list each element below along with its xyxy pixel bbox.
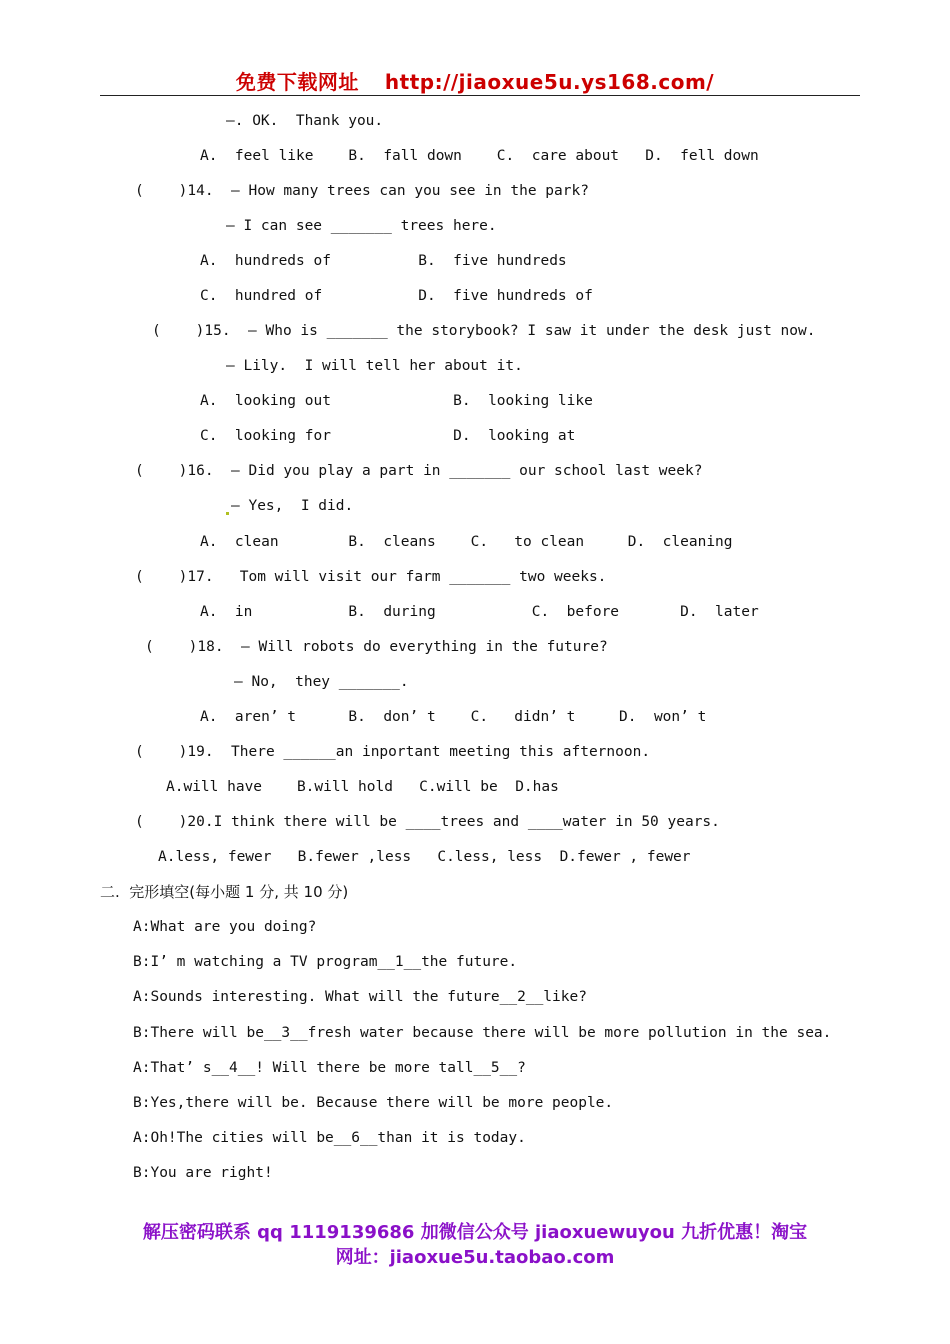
page-header (0, 66, 950, 95)
dialogue-line-4: B:There will be__3__fresh water because there will be more pollution in the sea. (133, 1025, 832, 1041)
header-label: 免费下载网址 (235, 70, 359, 94)
q13-answer-line: —. OK. Thank you. (226, 113, 384, 129)
q20-options: A.less, fewer B.fewer ,less C.less, less D.fewer , fewer (158, 849, 691, 865)
q16-answer-line: — Yes, I did. (226, 497, 353, 515)
q16-options: A. clean B. cleans C. to clean D. cleaning (200, 534, 733, 550)
q15-question: ( )15. — Who is _______ the storybook? I saw it under the desk just now. (152, 323, 816, 339)
q15-answer-line: — Lily. I will tell her about it. (226, 358, 523, 374)
q17-options: A. in B. during C. before D. later (200, 604, 759, 620)
q14-answer-line: — I can see _______ trees here. (226, 218, 497, 234)
margin-dot (226, 512, 229, 515)
footer-shop-url: 网址：jiaoxue5u.taobao.com (335, 1247, 615, 1268)
q16-question: ( )16. — Did you play a part in _______ our school last week? (135, 463, 703, 479)
q15-options-cd: C. looking for D. looking at (200, 428, 576, 444)
q17-question: ( )17. Tom will visit our farm _______ two weeks. (135, 569, 607, 585)
section-heading: 二. 完形填空(每小题 1 分, 共 10 分) (100, 883, 349, 901)
dialogue-line-6: B:Yes,there will be. Because there will be more people. (133, 1095, 614, 1111)
q18-options: A. aren’ t B. don’ t C. didn’ t D. won’ t (200, 709, 707, 725)
q19-question: ( )19. There ______an inportant meeting this afternoon. (135, 744, 651, 760)
q14-options-ab: A. hundreds of B. five hundreds (200, 253, 567, 269)
dialogue-line-8: B:You are right! (133, 1165, 273, 1181)
dialogue-line-5: A:That’ s__4__! Will there be more tall__5__? (133, 1060, 526, 1076)
q14-options-cd: C. hundred of D. five hundreds of (200, 288, 593, 304)
dialogue-line-3: A:Sounds interesting. What will the future__2__like? (133, 989, 587, 1005)
q19-options: A.will have B.will hold C.will be D.has (166, 779, 559, 795)
q18-answer-line: — No, they _______. (234, 674, 409, 690)
q20-question: ( )20.I think there will be ____trees and ____water in 50 years. (135, 814, 720, 830)
q18-question: ( )18. — Will robots do everything in the future? (145, 639, 608, 655)
dialogue-line-2: B:I’ m watching a TV program__1__the future. (133, 954, 518, 970)
q13-options: A. feel like B. fall down C. care about D. fell down (200, 148, 759, 164)
footer-contact: 解压密码联系 qq 1119139686 加微信公众号 jiaoxuewuyou 九折优惠！淘宝 (142, 1222, 808, 1243)
dialogue-line-7: A:Oh!The cities will be__6__than it is today. (133, 1130, 526, 1146)
dialogue-line-1: A:What are you doing? (133, 919, 317, 935)
header-url: http://jiaoxue5u.ys168.com/ (384, 70, 715, 94)
q14-question: ( )14. — How many trees can you see in the park? (135, 183, 589, 199)
q15-options-ab: A. looking out B. looking like (200, 393, 593, 409)
header-rule (100, 95, 860, 96)
